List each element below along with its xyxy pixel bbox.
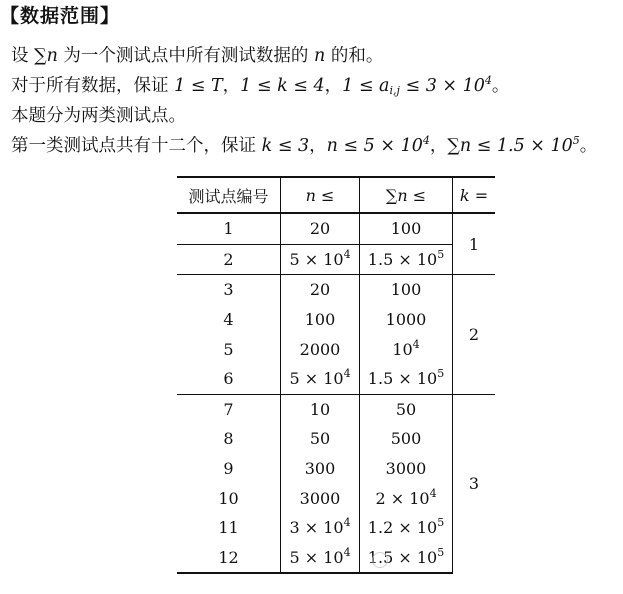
cell-k-value: 2 — [453, 275, 496, 394]
math-part: n ≤ 1.5 × 10 — [459, 136, 573, 156]
table-row — [177, 305, 495, 335]
math-n: n — [313, 46, 326, 66]
cell-sum-max — [360, 364, 453, 394]
cell-n-max: 100 — [281, 305, 360, 335]
cell-n-max: 10 — [281, 394, 360, 424]
math-k-bound: k ≤ 3 — [261, 136, 310, 156]
cell-sum-max: 50 — [360, 394, 453, 424]
table-row — [177, 244, 495, 275]
cell-test-id: 3 — [223, 280, 234, 300]
sum-symbol: ∑ — [34, 46, 47, 66]
table-row — [177, 513, 495, 543]
cell-n-max: 3000 — [281, 483, 360, 513]
math-part: 3 × 10 — [289, 518, 344, 538]
constraint-line-4 — [11, 132, 597, 157]
cell-test-id: 5 — [223, 339, 234, 359]
cell-n-max: 20 — [281, 213, 360, 244]
cell-sum-max: 100 — [360, 275, 453, 305]
math-part: 5 × 10 — [289, 369, 344, 389]
superscript: 4 — [422, 134, 430, 147]
table-row — [177, 424, 495, 454]
math-part: 1.5 × 10 — [367, 249, 438, 269]
text: 对于所有数据，保证 — [11, 76, 175, 96]
cell-test-id: 12 — [177, 543, 281, 574]
cell-sum-max: 100 — [360, 213, 453, 244]
math-a-bound — [342, 76, 492, 96]
math-part: ≤ 3 × 10 — [399, 76, 485, 96]
math-part: 1.2 × 10 — [367, 518, 438, 538]
math-part: 1.5 × 10 — [367, 369, 438, 389]
constraint-line-1 — [11, 42, 383, 67]
cell-n-max: 2000 — [281, 334, 360, 364]
cell-sum-max — [360, 513, 453, 543]
cell-n-max: 50 — [281, 424, 360, 454]
superscript: 5 — [572, 134, 580, 147]
math-n: n — [46, 46, 58, 66]
math-part: 1 ≤ a — [342, 76, 390, 96]
math-part: 2 × 10 — [375, 488, 430, 508]
math-part: 1.5 × 10 — [367, 547, 438, 567]
cell-test-id: 10 — [218, 488, 239, 508]
section-heading: 【数据范围】 — [0, 5, 121, 27]
math-sum-bound — [460, 136, 580, 156]
table-row — [177, 364, 495, 394]
sum-symbol: ∑ — [447, 136, 460, 156]
cell-test-id: 4 — [223, 310, 234, 330]
math-part: 10 — [392, 339, 413, 359]
table-row — [177, 394, 495, 424]
superscript: 5 — [437, 367, 445, 381]
cell-k-value: 1 — [453, 213, 496, 275]
cell-k-value: 3 — [453, 394, 496, 573]
watermark — [372, 552, 622, 586]
cell-sum-max: 500 — [360, 424, 453, 454]
separator: ， — [222, 76, 241, 96]
cell-n-max: 300 — [281, 454, 360, 484]
constraint-line-2 — [11, 72, 509, 97]
separator: ， — [324, 76, 343, 96]
superscript: 4 — [343, 545, 351, 559]
text: 为一个测试点中所有测试数据的 — [57, 46, 314, 66]
text: 第一类测试点共有十二个，保证 — [11, 136, 262, 156]
superscript: 4 — [412, 337, 420, 351]
header-test-id: 测试点编号 — [188, 186, 269, 206]
math-part: 5 × 10 — [289, 547, 344, 567]
table-row — [177, 213, 495, 244]
header-sum-max: ∑n ≤ — [360, 177, 453, 213]
superscript: 4 — [429, 486, 437, 500]
separator: ， — [429, 136, 448, 156]
text: 设 — [11, 46, 35, 66]
table-row — [177, 334, 495, 364]
cell-test-id: 7 — [223, 399, 234, 419]
superscript: 5 — [437, 247, 445, 261]
header-n-max: n ≤ — [281, 177, 360, 213]
math-part: 5 × 10 — [289, 249, 344, 269]
constraint-line-3: 本题分为两类测试点。 — [11, 106, 186, 126]
cell-test-id: 6 — [177, 364, 281, 394]
cell-n-max — [281, 513, 360, 543]
cell-sum-max: 1000 — [360, 305, 453, 335]
text: 。 — [579, 136, 598, 156]
cell-sum-max: 3000 — [360, 454, 453, 484]
cell-test-id: 11 — [218, 518, 239, 538]
cell-n-max — [281, 244, 360, 275]
superscript: 5 — [437, 545, 445, 559]
math-T-bound: 1 ≤ T — [174, 76, 223, 96]
cell-test-id: 1 — [177, 213, 281, 244]
subscript: i,j — [389, 84, 400, 97]
superscript: 4 — [484, 74, 492, 87]
superscript: 4 — [343, 367, 351, 381]
math-part: n ≤ 5 × 10 — [326, 136, 423, 156]
cell-sum-max — [360, 244, 453, 275]
cell-test-id: 2 — [177, 244, 281, 275]
separator: ， — [309, 136, 327, 156]
table-row — [177, 454, 495, 484]
table-header-row — [177, 177, 495, 213]
header-k-value: k = — [453, 177, 496, 213]
cell-n-max — [281, 364, 360, 394]
math-k-bound: 1 ≤ k ≤ 4 — [240, 76, 325, 96]
cell-n-max: 20 — [281, 275, 360, 305]
cell-test-id: 8 — [223, 429, 234, 449]
watermark-icon — [372, 552, 388, 568]
table-row — [177, 483, 495, 513]
text: 的和。 — [325, 46, 384, 66]
superscript: 5 — [437, 516, 445, 530]
cell-n-max — [281, 543, 360, 574]
data-range-table — [177, 176, 495, 574]
superscript: 4 — [343, 247, 351, 261]
superscript: 4 — [343, 516, 351, 530]
table-row — [177, 275, 495, 305]
cell-sum-max — [360, 483, 453, 513]
text: 。 — [491, 76, 510, 96]
cell-sum-max — [360, 334, 453, 364]
cell-test-id: 9 — [223, 459, 234, 479]
math-n-bound — [327, 136, 430, 156]
